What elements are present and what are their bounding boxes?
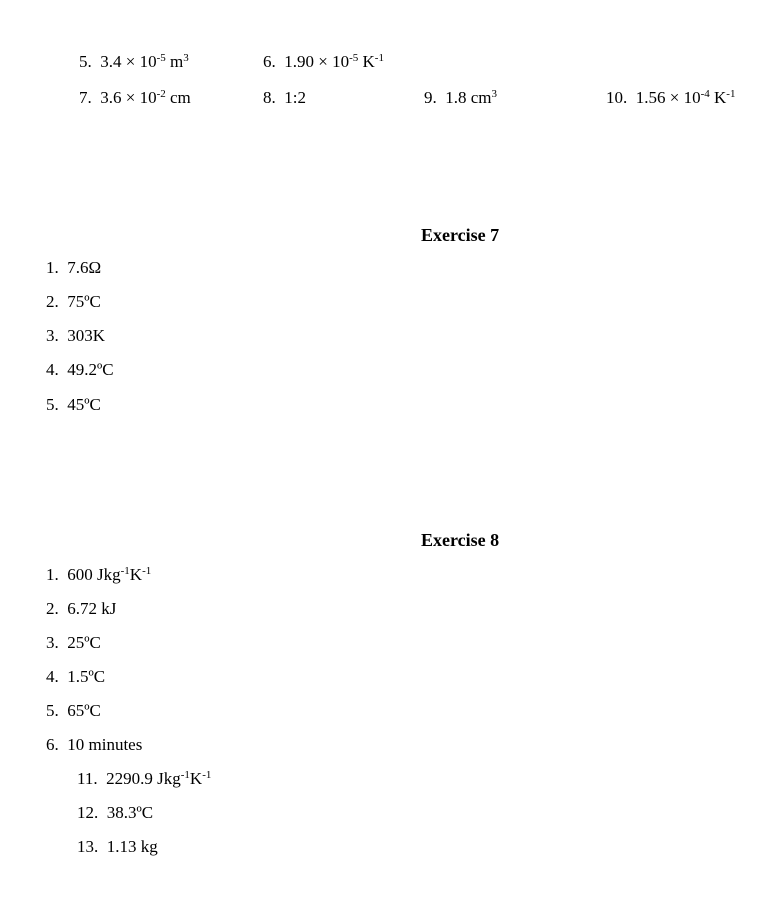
exercise-7-item bbox=[46, 326, 105, 346]
item-value: 7.6Ω bbox=[67, 258, 102, 277]
answer-number: 10. bbox=[606, 88, 628, 107]
exercise-8-item bbox=[46, 735, 142, 755]
item-unit-exponent: -1 bbox=[142, 565, 152, 577]
exercise-8-item bbox=[77, 837, 158, 857]
item-number: 11. bbox=[77, 769, 98, 788]
answer-value: 1.8 cm bbox=[445, 88, 492, 107]
answer-number: 9. bbox=[424, 88, 437, 107]
item-value: 38.3ºC bbox=[106, 803, 154, 822]
answer-unit-exponent: 3 bbox=[183, 52, 189, 64]
item-number: 1. bbox=[46, 565, 59, 584]
item-number: 1. bbox=[46, 258, 59, 277]
answer-unit-exponent: -1 bbox=[726, 88, 736, 100]
answer-number: 7. bbox=[79, 88, 92, 107]
item-value: 45ºC bbox=[67, 395, 101, 414]
answer-10 bbox=[606, 88, 735, 108]
answer-exponent: -4 bbox=[700, 88, 710, 100]
item-value: 75ºC bbox=[67, 292, 101, 311]
answer-number: 8. bbox=[263, 88, 276, 107]
answer-value: 3.6 × 10 bbox=[100, 88, 157, 107]
item-value: 49.2ºC bbox=[67, 360, 114, 379]
item-number: 4. bbox=[46, 360, 59, 379]
answer-8 bbox=[263, 88, 306, 108]
item-unit: K bbox=[189, 769, 203, 788]
exercise-7-title: Exercise 7 bbox=[421, 225, 500, 245]
answer-6 bbox=[263, 52, 384, 72]
item-number: 2. bbox=[46, 599, 59, 618]
exercise-7-item bbox=[46, 395, 101, 415]
answer-unit: K bbox=[358, 52, 375, 71]
item-exponent: -1 bbox=[120, 565, 130, 577]
answer-unit: cm bbox=[165, 88, 191, 107]
exercise-8-item bbox=[77, 803, 153, 823]
item-number: 2. bbox=[46, 292, 59, 311]
exercise-8-item bbox=[46, 599, 116, 619]
answer-number: 6. bbox=[263, 52, 276, 71]
item-unit-exponent: -1 bbox=[202, 769, 212, 781]
item-value: 6.72 kJ bbox=[67, 599, 117, 618]
answer-unit-exponent: 3 bbox=[491, 88, 498, 100]
item-value: 1.5ºC bbox=[67, 667, 106, 686]
answer-unit: m bbox=[165, 52, 184, 71]
answer-value: 1.56 × 10 bbox=[635, 88, 701, 107]
item-value: 2290.9 Jkg bbox=[106, 769, 181, 788]
item-exponent: -1 bbox=[180, 769, 190, 781]
item-value: 600 Jkg bbox=[67, 565, 121, 584]
item-number: 13. bbox=[77, 837, 99, 856]
answer-exponent: -5 bbox=[156, 52, 166, 64]
exercise-8-item bbox=[77, 769, 211, 789]
answer-value: 1.90 × 10 bbox=[284, 52, 350, 71]
item-number: 12. bbox=[77, 803, 99, 822]
exercise-7-item bbox=[46, 258, 101, 278]
exercise-8-item bbox=[46, 565, 151, 585]
answer-7 bbox=[79, 88, 191, 108]
exercise-7-item bbox=[46, 292, 101, 312]
answer-9 bbox=[424, 88, 497, 108]
item-unit: K bbox=[129, 565, 143, 584]
exercise-8-item bbox=[46, 701, 101, 721]
item-number: 6. bbox=[46, 735, 59, 754]
item-value: 10 minutes bbox=[67, 735, 143, 754]
exercise-8-item bbox=[46, 633, 101, 653]
exercise-7-item bbox=[46, 360, 114, 380]
item-value: 25ºC bbox=[67, 633, 101, 652]
answer-exponent: -2 bbox=[156, 88, 166, 100]
answer-unit-exponent: -1 bbox=[374, 52, 384, 64]
item-number: 3. bbox=[46, 326, 59, 345]
item-number: 5. bbox=[46, 395, 59, 414]
exercise-8-item bbox=[46, 667, 105, 687]
answer-unit: K bbox=[709, 88, 727, 107]
item-value: 1.13 kg bbox=[106, 837, 158, 856]
item-value: 303K bbox=[67, 326, 106, 345]
item-value: 65ºC bbox=[67, 701, 101, 720]
item-number: 4. bbox=[46, 667, 59, 686]
answer-value: 3.4 × 10 bbox=[100, 52, 157, 71]
exercise-8-title: Exercise 8 bbox=[421, 530, 500, 550]
answer-value: 1:2 bbox=[284, 88, 306, 107]
answer-5 bbox=[79, 52, 189, 72]
answer-exponent: -5 bbox=[349, 52, 359, 64]
answer-number: 5. bbox=[79, 52, 92, 71]
item-number: 3. bbox=[46, 633, 59, 652]
item-number: 5. bbox=[46, 701, 59, 720]
